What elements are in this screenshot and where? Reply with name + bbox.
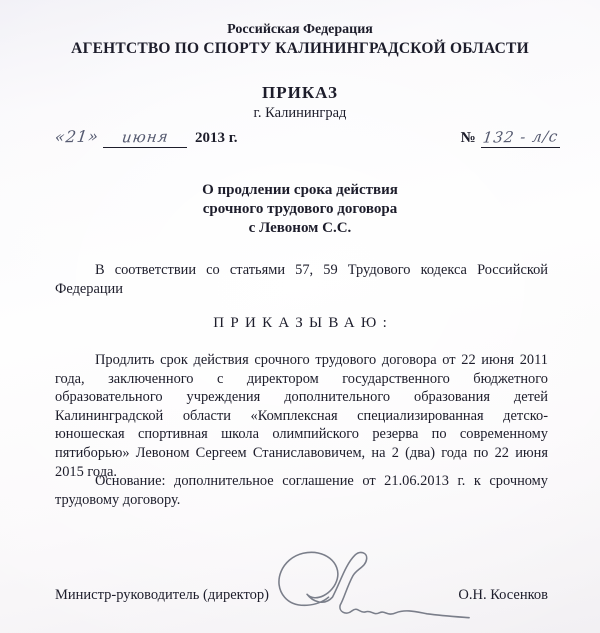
year-label: 2013 г. bbox=[194, 130, 238, 146]
number-underline bbox=[481, 128, 560, 148]
header-agency: АГЕНТСТВО ПО СПОРТУ КАЛИНИНГРАДСКОЙ ОБЛАСТИ bbox=[71, 40, 529, 57]
signature-row bbox=[55, 587, 548, 604]
signature-position: Министр-руководитель (директор) bbox=[55, 587, 270, 603]
order-keyword: ПРИКАЗЫВАЮ: bbox=[213, 315, 394, 331]
document-number-field bbox=[461, 128, 560, 148]
month-underline bbox=[103, 128, 187, 148]
preamble-paragraph: В соответствии со статьями 57, 59 Трудового кодекса Российской Федерации bbox=[55, 262, 548, 297]
signature-scribble bbox=[268, 543, 473, 627]
order-title-line-1: О продлении срока действия bbox=[202, 182, 398, 198]
order-title bbox=[0, 181, 600, 238]
header-country: Российская Федерация bbox=[227, 22, 373, 37]
date-and-number-row bbox=[55, 127, 560, 148]
number-label: № bbox=[460, 130, 476, 146]
order-title-line-2: срочного трудового договора bbox=[202, 201, 398, 217]
order-title-line-3: с Левоном С.С. bbox=[248, 220, 352, 236]
header-city: г. Калининград bbox=[253, 105, 347, 121]
document-type-heading: ПРИКАЗ bbox=[262, 83, 338, 102]
date-field bbox=[55, 127, 238, 148]
basis-paragraph: Основание: дополнительное соглашение от 21.06.2013 г. к срочному трудовому договору. bbox=[55, 473, 548, 508]
signature-name: О.Н. Косенков bbox=[458, 587, 548, 603]
handwritten-month: июня bbox=[120, 127, 170, 147]
body-paragraph: Продлить срок действия срочного трудового договора от 22 июня 2011 года, заключенного с директором государственного бюджетного образовательного учреждения дополнительного образования детей Калининградской области «Комплексная специализированная детско-юношеская спортивная школа олимпийского резерва по современному пятиборью» Левоном Сергеем Станиславовичем, на 2 (два) года по 22 июня 2015 года. bbox=[55, 352, 548, 480]
handwritten-number: 132 - л/с bbox=[481, 127, 560, 147]
document-header bbox=[0, 22, 600, 122]
handwritten-day: «21» bbox=[53, 126, 101, 147]
